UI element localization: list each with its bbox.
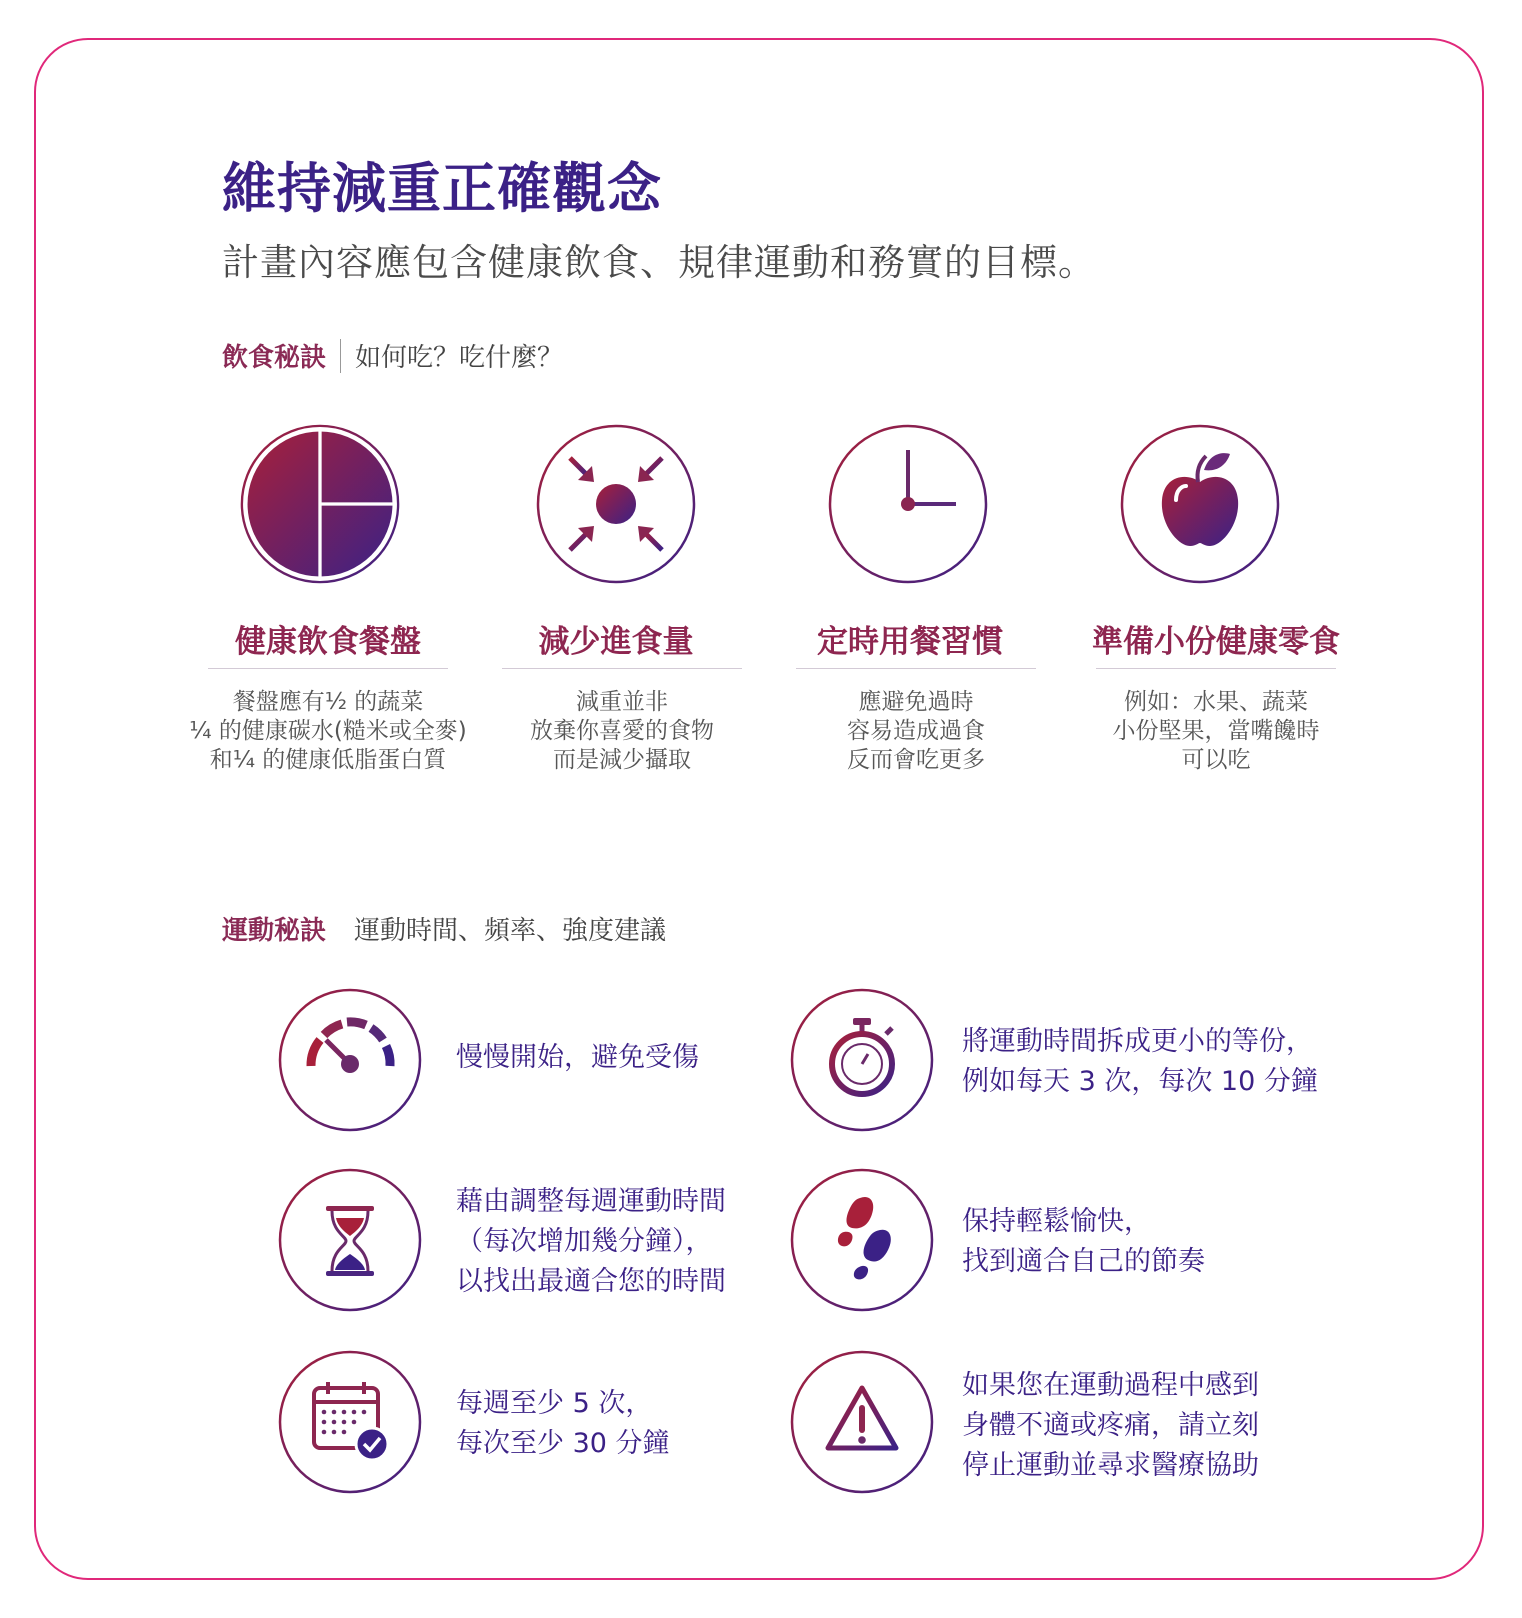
divider bbox=[502, 668, 742, 669]
diet-section-text: 如何吃？吃什麼？ bbox=[355, 343, 564, 373]
diet-title-plate: 健康飲食餐盤 bbox=[235, 624, 421, 660]
hourglass-icon bbox=[278, 1168, 422, 1312]
divider bbox=[340, 339, 341, 373]
exercise-text-stop-if-pain: 如果您在運動過程中感到 身體不適或疼痛，請立刻 停止運動並尋求醫療協助 bbox=[962, 1370, 1259, 1481]
diet-desc-regular: 應避免過時 容易造成過食 反而會吃更多 bbox=[847, 689, 985, 773]
exercise-text-relax-rhythm: 保持輕鬆愉快， 找到適合自己的節奏 bbox=[962, 1206, 1205, 1277]
clock-icon bbox=[828, 424, 988, 584]
plate-icon bbox=[240, 424, 400, 584]
page-subtitle: 計畫內容應包含健康飲食、規律運動和務實的目標。 bbox=[222, 241, 1096, 284]
diet-desc-plate: 餐盤應有½ 的蔬菜 ¼ 的健康碳水(糙米或全麥) 和¼ 的健康低脂蛋白質 bbox=[189, 689, 467, 773]
page-title: 維持減重正確觀念 bbox=[222, 157, 662, 220]
reduce-arrows-icon bbox=[536, 424, 696, 584]
diet-section-label: 飲食秘訣 bbox=[222, 343, 327, 373]
diet-title-regular: 定時用餐習慣 bbox=[817, 624, 1003, 660]
exercise-text-split-time: 將運動時間拆成更小的等份， 例如每天 3 次，每次 10 分鐘 bbox=[962, 1026, 1318, 1097]
exercise-section-label: 運動秘訣 bbox=[222, 916, 327, 946]
divider bbox=[208, 668, 448, 669]
exercise-section-text: 運動時間、頻率、強度建議 bbox=[354, 916, 667, 946]
stopwatch-icon bbox=[790, 988, 934, 1132]
diet-title-snacks: 準備小份健康零食 bbox=[1092, 624, 1340, 660]
divider bbox=[1096, 668, 1336, 669]
calendar-check-icon bbox=[278, 1350, 422, 1494]
exercise-text-frequency: 每週至少 5 次， 每次至少 30 分鐘 bbox=[456, 1388, 670, 1459]
apple-icon bbox=[1120, 424, 1280, 584]
diet-section-header bbox=[222, 337, 563, 374]
divider bbox=[796, 668, 1036, 669]
diet-desc-snacks: 例如：水果、蔬菜 小份堅果，當嘴饞時 可以吃 bbox=[1112, 689, 1320, 773]
diet-desc-reduce: 減重並非 放棄你喜愛的食物 而是減少攝取 bbox=[530, 689, 714, 773]
exercise-text-adjust-time: 藉由調整每週運動時間 （每次增加幾分鐘）， 以找出最適合您的時間 bbox=[456, 1186, 726, 1297]
warning-icon bbox=[790, 1350, 934, 1494]
exercise-section-header bbox=[222, 910, 666, 947]
speedometer-icon bbox=[278, 988, 422, 1132]
diet-title-reduce: 減少進食量 bbox=[538, 624, 694, 660]
footprints-icon bbox=[790, 1168, 934, 1312]
exercise-text-start-slow: 慢慢開始，避免受傷 bbox=[456, 1042, 699, 1073]
